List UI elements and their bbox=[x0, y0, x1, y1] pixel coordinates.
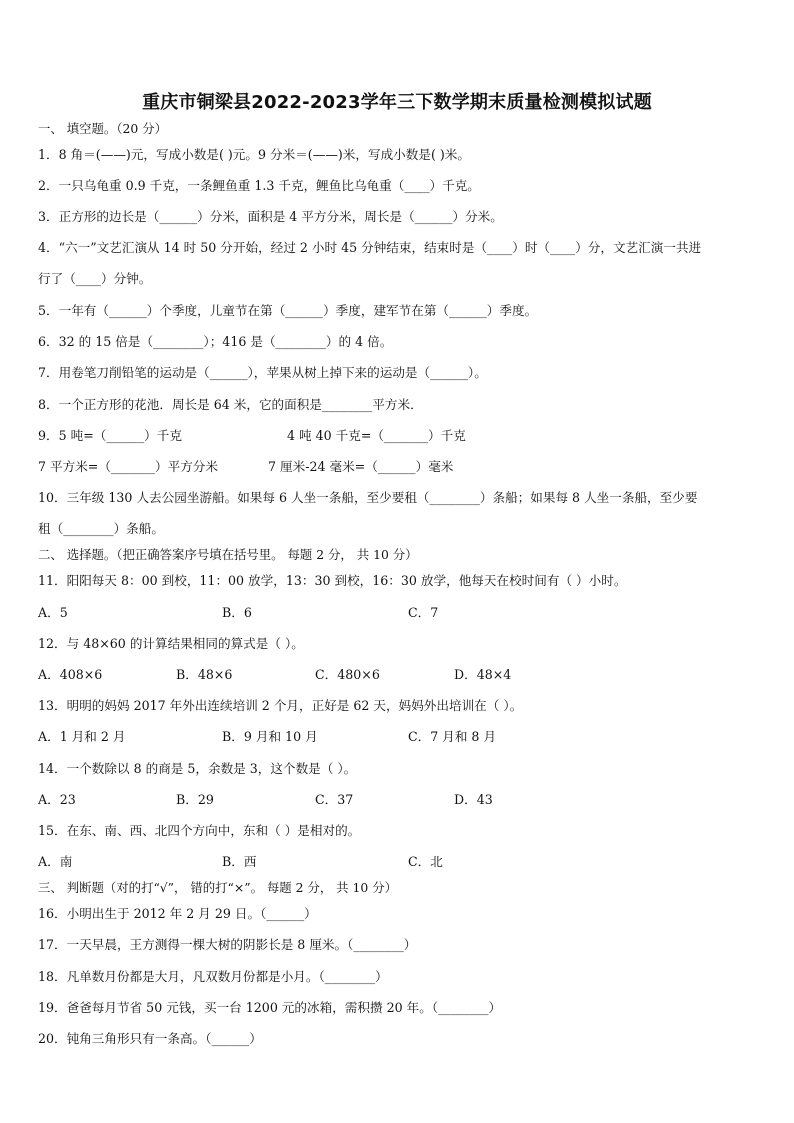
question-14: 14．一个数除以 8 的商是 5，余数是 3，这个数是（ ）。 bbox=[38, 761, 357, 776]
question-12: 12．与 48×60 的计算结果相同的算式是（ ）。 bbox=[38, 636, 304, 651]
question-11: 11．阳阳每天 8：00 到校，11：00 放学，13：30 到校，16：30 放学，他每天在校时间有（ ）小时。 bbox=[38, 573, 627, 588]
q11-option-b: B．6 bbox=[222, 605, 252, 620]
question-13: 13．明明的妈妈 2017 年外出连续培训 2 个月，正好是 62 天，妈妈外出培训在（ ）。 bbox=[38, 698, 523, 713]
question-10-line-2: 租（________）条船。 bbox=[38, 521, 164, 536]
question-9-part-3: 7 平方米=（_______）平方分米 bbox=[38, 459, 218, 474]
q13-option-b: B．9 月和 10 月 bbox=[222, 729, 318, 744]
question-1: 1．8 角＝(——)元，写成小数是( )元。9 分米＝(——)米，写成小数是( )米。 bbox=[38, 147, 470, 162]
q12-option-b: B．48×6 bbox=[176, 667, 233, 682]
q13-option-c: C．7 月和 8 月 bbox=[408, 729, 497, 744]
question-9-part-1: 9．5 吨=（______）千克 bbox=[38, 428, 182, 443]
question-7: 7．用卷笔刀削铅笔的运动是（______），苹果从树上掉下来的运动是（______）。 bbox=[38, 365, 487, 380]
q12-option-a: A．408×6 bbox=[38, 667, 103, 682]
question-20: 20．钝角三角形只有一条高。（______） bbox=[38, 1031, 262, 1046]
question-10-line-1: 10．三年级 130 人去公园坐游船。如果每 6 人坐一条船，至少要租（________）条船；如果每 8 人坐一条船，至少要 bbox=[38, 490, 698, 505]
q15-option-c: C．北 bbox=[408, 854, 443, 869]
q11-option-c: C．7 bbox=[408, 605, 439, 620]
question-18: 18．凡单数月份都是大月，凡双数月份都是小月。（________） bbox=[38, 969, 388, 984]
q15-option-a: A．南 bbox=[38, 854, 73, 869]
q15-option-b: B．西 bbox=[222, 854, 257, 869]
q13-option-a: A．1 月和 2 月 bbox=[38, 729, 126, 744]
question-16: 16．小明出生于 2012 年 2 月 29 日。（______） bbox=[38, 906, 317, 921]
q12-option-d: D．48×4 bbox=[454, 667, 512, 682]
q14-option-d: D．43 bbox=[454, 792, 493, 807]
q14-option-c: C．37 bbox=[315, 792, 354, 807]
question-3: 3．正方形的边长是（______）分米，面积是 4 平方分米，周长是（______）分米。 bbox=[38, 209, 503, 224]
question-9-part-4: 7 厘米-24 毫米=（______）毫米 bbox=[268, 459, 454, 474]
question-8: 8．一个正方形的花池．周长是 64 米，它的面积是________平方米． bbox=[38, 397, 423, 412]
q11-option-a: A．5 bbox=[38, 605, 68, 620]
section-true-false: 三、 判断题（对的打“√”， 错的打“×”。 每题 2 分， 共 10 分） bbox=[38, 880, 397, 895]
q14-option-b: B．29 bbox=[176, 792, 214, 807]
question-19: 19．爸爸每月节省 50 元钱，买一台 1200 元的冰箱，需积攒 20 年。（________） bbox=[38, 1000, 502, 1015]
question-15: 15．在东、南、西、北四个方向中，东和（ ）是相对的。 bbox=[38, 823, 361, 838]
question-4-line-2: 行了（____）分钟。 bbox=[38, 271, 152, 286]
question-17: 17．一天早晨，王方测得一棵大树的阴影长是 8 厘米。（________） bbox=[38, 937, 417, 952]
section-multiple-choice: 二、 选择题。（把正确答案序号填在括号里。 每题 2 分， 共 10 分） bbox=[38, 547, 418, 562]
question-5: 5．一年有（______）个季度，儿童节在第（______）季度，建军节在第（______）季度。 bbox=[38, 303, 538, 318]
page-title: 重庆市铜梁县2022-2023学年三下数学期末质量检测模拟试题 bbox=[142, 92, 652, 113]
question-9-part-2: 4 吨 40 千克=（_______）千克 bbox=[287, 428, 466, 443]
q12-option-c: C．480×6 bbox=[315, 667, 380, 682]
q14-option-a: A．23 bbox=[38, 792, 76, 807]
question-2: 2．一只乌龟重 0.9 千克，一条鲤鱼重 1.3 千克，鲤鱼比乌龟重（____）千克。 bbox=[38, 178, 480, 193]
section-fill-blank: 一、 填空题。（20 分） bbox=[38, 121, 167, 136]
question-4-line-1: 4．“六一”文艺汇演从 14 时 50 分开始，经过 2 小时 45 分钟结束，结束时是（____）时（____）分，文艺汇演一共进 bbox=[38, 240, 702, 255]
question-6: 6．32 的 15 倍是（________）；416 是（________）的 4 倍。 bbox=[38, 334, 393, 349]
